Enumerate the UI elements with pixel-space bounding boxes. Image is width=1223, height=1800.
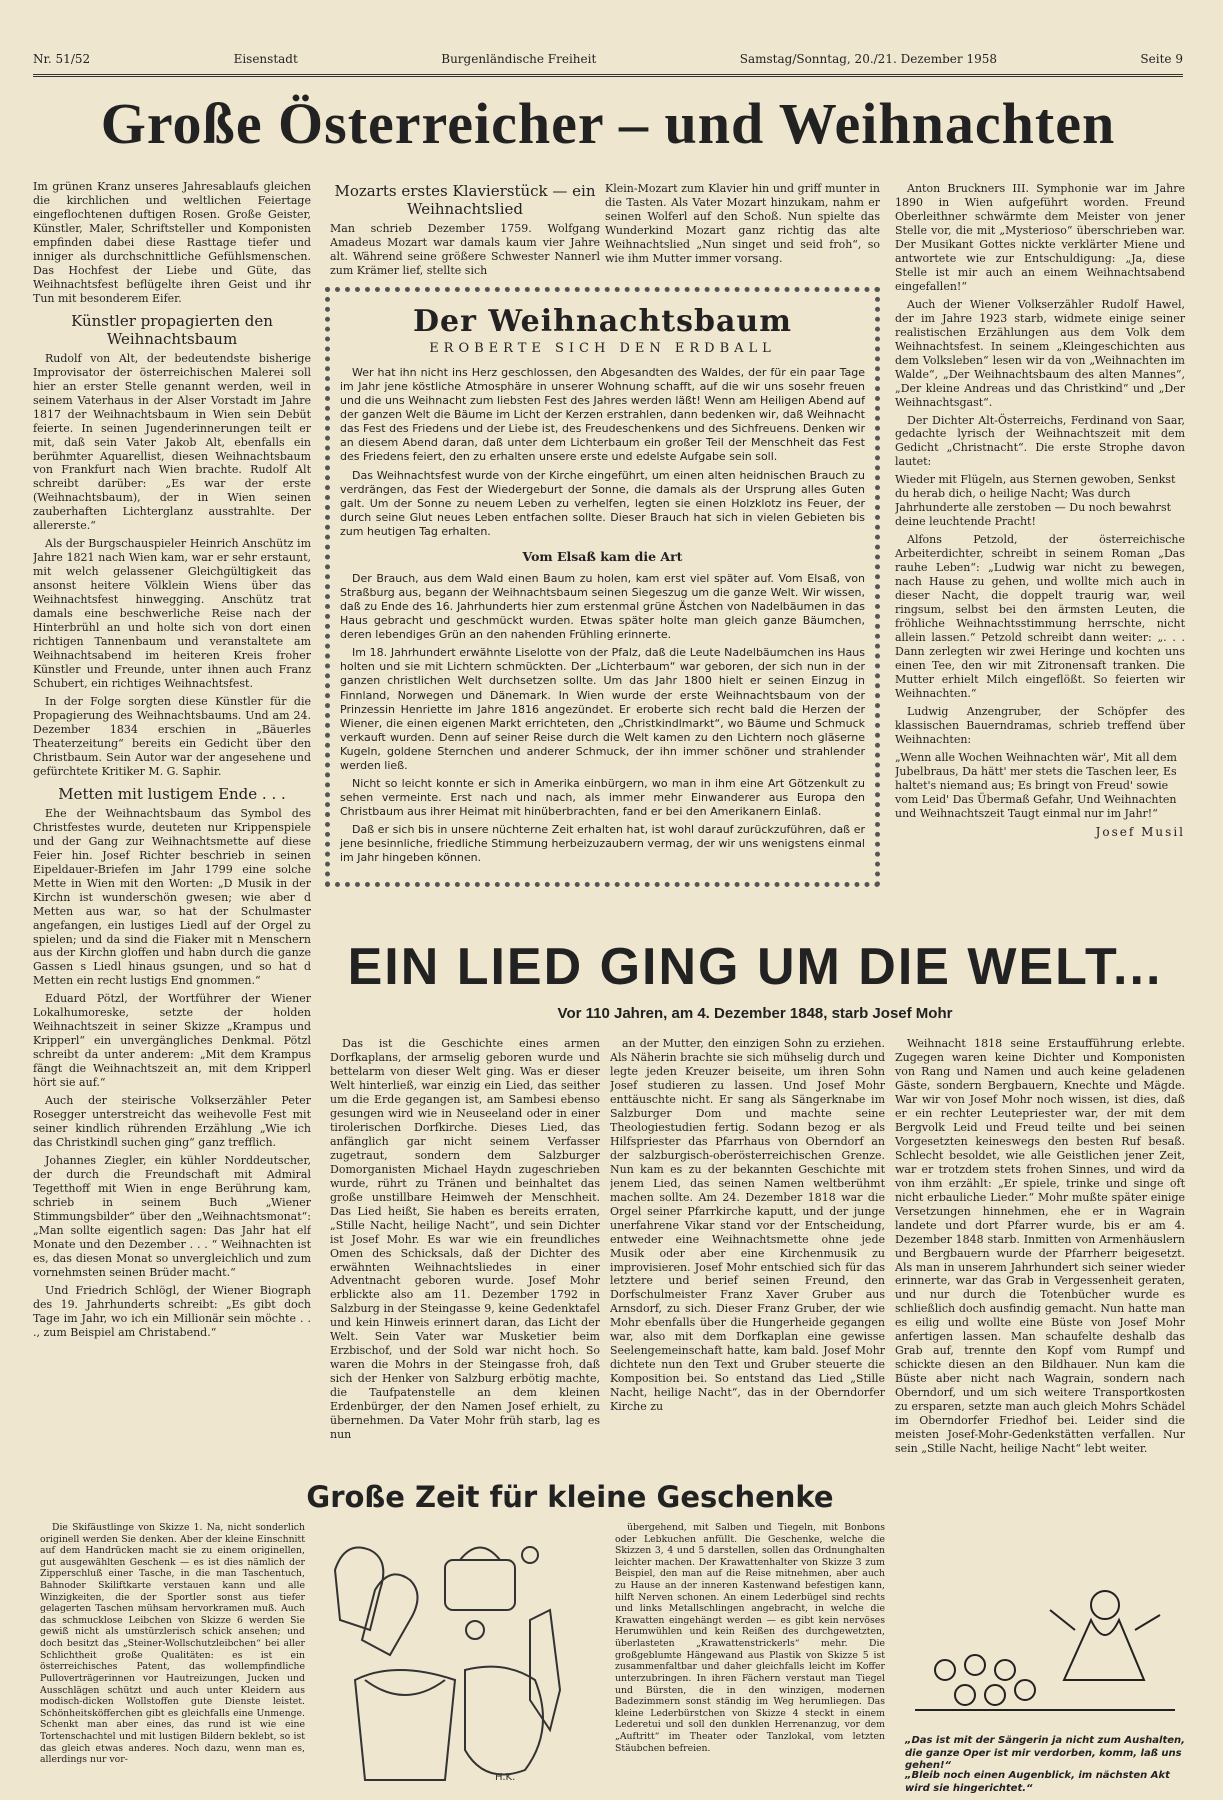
vest-sketch [355,1670,455,1780]
author-signature: Josef Musil [1095,824,1185,839]
column-4 [895,182,1185,912]
paragraph: Im 18. Jahrhundert erwähnte Liselotte von der Pfalz, daß die Leute Nadelbäumchen ins Haus holten und sie mit Lichtern schmückten. Der „Lichterbaum“ war geboren, der sich nun in der ganzen christlichen Welt durchsetzen sollte. Um das Jahr 1800 hielt er seinen Einzug in Finnland, Norwegen und Dänemark. In Wien wurde der erste Weihnachtsbaum von der Prinzessin Henriette im Jahre 1816 angezündet. Er eroberte sich recht bald die Herzen der Wiener, die einen eigenen Markt errichteten, den „Christkindlmarkt“, wo Bäume und Schmuck verkauft wurden. Denn auf seiner Reise durch die Welt kamen zu den Lichtern noch gläserne Kugeln, goldene Sternchen und anderer Schmuck, der ihn immer schöner und strahlender werden ließ. [340,646,865,772]
cosmetic-case-sketch [445,1560,515,1610]
paragraph: Der Dichter Alt-Österreichs, Ferdinand von Saar, gedachte lyrisch der Weihnachtszeit mit dem Gedicht „Christnacht“. Die erste Strophe davon lautet: [895,413,1185,469]
paragraph: Eduard Pötzl, der Wortführer der Wiener Lokalhumoreske, setzte der holden Weihnachtszeit in seiner Skizze „Krampus und Kripperl“ ein unvergängliches Denkmal. Pötzl schreibt da unter anderem: „Mit dem Krampus fängt die Weihnachtszeit an, mit dem Kripperl hört sie auf.“ [33,992,311,1090]
intro-paragraph: Im grünen Kranz unseres Jahresablaufs gleichen die kirchlichen und weltlichen Feiertage eingeflochtenen duftigen Rosen. Große Geister, Künstler, Maler, Schriftsteller und Komponisten empfinden dabei diese Rasttage tiefer und inniger als durchschnittliche Gefühlsmenschen. Das Hochfest der Liebe und Güte, das Weihnachtsfest beflügelte ihren Geist und ihr Tun mit besonderem Eifer. [33,180,311,305]
song-column-2 [610,1037,885,1452]
sketch-signature: H.K. [495,1772,516,1783]
paragraph: Man schrieb Dezember 1759. Wolfgang Amadeus Mozart war damals kaum vier Jahre alt. Während seine größere Schwester Nannerl zum Krämer lief, stellte sich [330,222,600,277]
paragraph: Weihnacht 1818 seine Erstaufführung erlebte. Zugegen waren keine Dichter und Komponisten von Rang und Namen und auch keine geladenen Gäste, sondern Bergbauern, Knechte und Mägde. War wir von Josef Mohr noch wissen, ist dies, daß er ein rechter Leutepriester war, der mit dem Bergvolk Leid und Freud teilte und bei seinen Vorgesetzten keineswegs den besten Ruf besaß. Schlecht besoldet, wie alle Geistlichen jener Zeit, war er trotzdem stets frohen Sinnes, und wird da von ihm erzählt: „Er spiele, trinke und singe oft nicht erbauliche Lieder.“ Mohr mußte später einige Versetzungen hinnehmen, ehe er in Wagrain landete und dort Pfarrer wurde, bis er am 4. Dezember 1848 starb. Inmitten von Armenhäuslern und Bergbauern wurde der Pfarrherr beigesetzt. Als man in unserem Jahrhundert sich seiner wieder erinnerte, war das Grab in Vergessenheit geraten, und nur durch die Totenbücher wurde es schließlich doch ausfindig gemacht. Nun hatte man es eilig und wollte eine Büste von Josef Mohr anfertigen lassen. Man schaufelte deshalb das Grab auf, trennte den Kopf vom Rumpf und schickte diesen an den Bildhauer. Nun kam die Büste aber nicht nach Wagrain, sondern nach Oberndorf, und um sich weitere Transportkosten zu ersparen, setzte man auch gleich Mohrs Schädel im Oberndorfer Friedhof bei. Leider sind die meisten Josef-Mohr-Gedenkstätten verfallen. Nur sein „Stille Nacht, heilige Nacht“ lebt weiter. [895,1037,1185,1456]
mozart-article [330,182,600,282]
paragraph: Rudolf von Alt, der bedeutendste bisherige Improvisator der österreichischen Malerei soll hier an erster Stelle genannt werden, weil in seinem Vaterhaus in der Alser Vorstadt im Jahre 1817 der Weihnachtsbaum in Wien sein Debüt feierte. In seinen Jugenderinnerungen teilt er mit, daß sein Vater Jakob Alt, ebenfalls ein berühmter Aquarellist, diesen Weihnachtsbaum von Frankfurt nach Wien brachte. Rudolf Alt schreibt darüber: „Es war der erste (Weihnachtsbaum), der in Wien seinen zauberhaften Lichterglanz ausstrahlte. Der allererste.“ [33,351,311,533]
tie-holder-sketch [530,1610,560,1730]
paragraph: Und Friedrich Schlögl, der Wiener Biograph des 19. Jahrhunderts schreibt: „Es gibt doch Tage im Jahr, wo ich ein Millionär sein möchte . . ., zum Beispiel am Christabend.“ [33,1283,311,1339]
cartoon-caption-2: „Bleib noch einen Augenblick, im nächsten Akt wird sie hingerichtet.“ [905,1770,1170,1794]
gifts-column-1 [40,1522,305,1792]
issue-date: Samstag/Sonntag, 20./21. Dezember 1958 [739,52,997,66]
song-article-subtitle: Vor 110 Jahren, am 4. Dezember 1848, starb Josef Mohr [557,1005,953,1022]
paragraph: Daß er sich bis in unsere nüchterne Zeit erhalten hat, ist wohl darauf zurückzuführen, daß er jene besinnliche, friedliche Stimmung herbeizuzaubern vermag, der wir uns wenigstens einmal im Jahr hingeben können. [340,823,865,865]
gifts-article-title: Große Zeit für kleine Geschenke [306,1480,834,1514]
paragraph: übergehend, mit Salben und Tiegeln, mit Bonbons oder Lebkuchen anfüllt. Die Geschenke, welche die Skizzen 3, 4 und 5 darstellen, sollen das Ordnunghalten leichter machen. Der Krawattenhalter von Skizze 3 zum Beispiel, den man auf die Reise mitnehmen, aber auch zu Hause an der inneren Kastenwand befestigen kann, hilft Nerven schonen. An einem Lederbügel sind rechts und links Metallschlingen angebracht, in welche die Krawatten eingehängt werden — es gibt kein nervöses Herumwühlen und kein Reißen des durchgewetzten, überlasteten „Krawattenstrickerls“ mehr. Die großgeblumte Hängewand aus Plastik von Skizze 5 ist zusammenfaltbar und daher gleichfalls leicht im Koffer unterzubringen. In ihren Fächern verstaut man Tiegel und Bürsten, die in den winzigen, modernen Badezimmern sonst ständig im Weg herumliegen. Das kleine Lederbürstchen von Skizze 4 steckt in einem Lederetui und soll den dunklen Herrenanzug, vor dem „Auftritt“ im Theater oder Tanzlokal, vom letzten Stäubchen befreien. [615,1522,885,1754]
paragraph: Das ist die Geschichte eines armen Dorfkaplans, der armselig geboren wurde und bettelarm von dieser Welt ging. Was er dieser Welt hinterließ, war einzig ein Lied, das seither um die Erde gegangen ist, am Sambesi ebenso gesungen wird wie in Neuseeland oder in einer tirolerischen Dorfkirche. Dieses Lied, das anfänglich gar nicht seinem Verfasser zugetraut, sondern dem Salzburger Domorganisten Michael Haydn zugeschrieben wurde, rührt zu Tränen und beinhaltet das große unstillbare Heimweh der Menschheit. Das Lied heißt, Sie haben es bereits erraten, „Stille Nacht, heilige Nacht“, und sein Dichter ist Josef Mohr. Es war wie ein freundliches Omen des Schicksals, daß der Dichter des erwähnten Weihnachtsliedes in einer Adventnacht geboren wurde. Josef Mohr erblickte also am 11. Dezember 1792 in Salzburg in der Steingasse 9, keine Gedenktafel und kein Hinweis erinnert daran, das Licht der Welt. Sein Vater war Musketier beim Erzbischof, und der Sold war nicht hoch. So waren die Mohrs in der Steingasse froh, daß sich der Henker von Salzburg erbötig machte, die Taufpatenstelle an dem kleinen Erdenbürger, der den Namen Josef erhielt, zu übernehmen. Da Vater Mohr früh starb, lag es nun [330,1037,600,1442]
paragraph: Ehe der Weihnachtsbaum das Symbol des Christfestes wurde, deuteten nur Krippenspiele und der Gang zur Weihnachtsmette auf diese Feier hin. Josef Richter beschrieb in seinen Eipeldauer-Briefen im Jahr 1799 eine solche Mette in Wien mit den Worten: „D Musik in der Kirchn ist wunderschön gwesen; wie aber d Metten aus war, so hat der Schulmaster angefangen, ein lustiges Liedl auf der Orgel zu spielen; und da sind die Fiaker mit n Menschern aus der Kirchn gloffen und habn durch die ganze Gassen s Liedl hinaus gsungen, und so hat d Metten ein recht lustigs End gnommen.“ [33,806,311,988]
gifts-column-2 [615,1522,885,1792]
paragraph: Ludwig Anzengruber, der Schöpfer des klassischen Bauerndramas, schrieb treffend über Weihnachten: [895,704,1185,746]
mozart-title: Mozarts erstes Klavierstück — ein Weihnachtslied [334,182,596,218]
paragraph: Wer hat ihn nicht ins Herz geschlossen, den Abgesandten des Waldes, der für ein paar Tage im Jahr jene köstliche Atmosphäre in unserer Wohnung schafft, auf die wir uns sosehr freuen und die uns Weihnacht zum liebsten Fest des Jahres werden läßt! Wenn am Heiligen Abend auf der ganzen Welt die Bäume im Licht der Kerzen erstrahlen, dann bedenken wir, daß Weihnacht das Fest des Friedens und der Liebe ist, des Freudeschenkens und des Sichfreuens. Denken wir an diesem Abend daran, daß unter dem Lichterbaum ein großer Teil der Menschheit das Fest des Friedens feiert, den zu erhalten unsere erste und edelste Aufgabe sein soll. [340,366,865,464]
page-number: Seite 9 [1140,52,1183,66]
article-subtitle: EROBERTE SICH DEN ERDBALL [429,341,776,356]
poem: „Wenn alle Wochen Weihnachten wär', Mit all dem Jubelbraus, Da hätt' mer stets die Taschen leer, Es haltet's niemand aus; Es bringt von Freud' sowie vom Leid' Das Übermaß Gefahr, Und Weihnachten und Weihnachtszeit Taugt einmal nur im Jahr!“ [895,750,1177,820]
paragraph: Klein-Mozart zum Klavier hin und griff munter in die Tasten. Als Vater Mozart hinzukam, nahm er seinen Wolferl auf den Schoß. Nun spielte das Wunderkind Mozart ganz richtig das alte Weihnachtslied „Nun singet und seid froh“, so wie ihm Mutter immer vorsang. [605,182,880,265]
paragraph: an der Mutter, den einzigen Sohn zu erziehen. Als Näherin brachte sie sich mühselig durch und legte jeden Kreuzer beiseite, um ihren Sohn Josef studieren zu lassen. Und Josef Mohr enttäuschte nicht. Er sang als Sängerknabe im Salzburger Dom und machte seine Theologiestudien fertig. Sodann bezog er als Hilfspriester das Pfarrhaus von Oberndorf an der salzburgisch-oberösterreichischen Grenze. Nun kam es zu der bekannten Geschichte mit jenem Lied, das seinen Namen weltberühmt machen sollte. Am 24. Dezember 1818 war die Orgel seiner Pfarrkirche kaputt, und der junge unerfahrene Vikar stand vor der Entscheidung, entweder eine Weihnachtsmette ohne jede Musik oder aber eine Kirchenmusik zu improvisieren. Josef Mohr entschied sich für das letztere und berief seinen Freund, den Dorfschulmeister Franz Xaver Gruber aus Arnsdorf, zu sich. Dieser Franz Gruber, der wie Mohr ebenfalls über die Hungerheide gegangen war, also mit dem Dorfkaplan eine gewisse Seelengemeinschaft hatte, kam bald. Josef Mohr dichtete nun den Text und Gruber steuerte die Komposition bei. So entstand das Lied „Stille Nacht, heilige Nacht“, das in der Oberndorfer Kirche zu [610,1037,885,1414]
paragraph: In der Folge sorgten diese Künstler für die Propagierung des Weihnachtsbaums. Und am 24. Dezember 1834 erschien in „Bäuerles Theaterzeitung“ bereits ein Gedicht über den Christbaum. Sein Autor war der angesehene und gefürchtete Kritiker M. G. Saphir. [33,694,311,778]
paragraph: Das Weihnachtsfest wurde von der Kirche eingeführt, um einen alten heidnischen Brauch zu verdrängen, das Fest der Wiedergeburt der Sonne, die damals als der Ursprung alles Guten galt. Um der Sonne zu neuem Leben zu verhelfen, legten sie einen Holzklotz ins Feuer, der durch seine Glut neues Leben entfachen sollte. Dieser Brauch hat sich in vielen Gebieten bis zum heutigen Tag erhalten. [340,468,865,538]
place: Eisenstadt [233,52,298,66]
issue-number: Nr. 51/52 [33,52,91,66]
paragraph: Der Brauch, aus dem Wald einen Baum zu holen, kam erst viel später auf. Vom Elsaß, von Straßburg aus, begann der Weihnachtsbaum seinen Siegeszug um die ganze Welt. Wir wissen, daß zu Ende des 16. Jahrhunderts hier zum erstenmal grüne Ästchen von Nadelbäumen in das Haus gebracht und geschmückt wurden. Etwas später holte man gleich ganze Bäumchen, deren lebendiges Grün an den nahenden Frühling erinnerte. [340,571,865,642]
gift-sketches-illustration [315,1530,605,1790]
headline: Große Österreicher – und Weihnachten [100,91,1116,156]
paragraph: Die Skifäustlinge von Skizze 1. Na, nicht sonderlich originell werden Sie denken. Aber der kleine Einschnitt auf dem Handrücken macht sie zu einem originellen, gut ausgewählten Geschenk — es ist dies nämlich der Zipperschluß einer Tasche, in die man Taschentuch, Bahnoder Skiliftkarte verstauen kann und alle Winzigkeiten, die der Sportler sonst aus tiefer gelagerten Taschen mühsam hervorkramen muß. Auch das schmucklose Leibchen von Skizze 6 werden Sie gewiß nicht als umstürzlerisch schick ansehen; und doch besitzt das „Steiner-Wollschutzleibchen“ bei aller Schlichtheit große Qualitäten: es ist ein österreichisches Patent, das wollempfindliche Pulloverträgerinnen vor Hautreizungen, Jucken und Ausschlägen schützt und auch unter Kleidern aus modisch-dicken Wollstoffen gute Dienste leistet. Schönheitsköfferchen gibt es gleichfalls eine Unmenge. Schenkt man aber eines, das rund ist wie eine Tortenschachtel und mit lustigen Bildern beklebt, so ist das gleich etwas anderes. Noch dazu, wenn man es, allerdings nur vor- [40,1522,305,1766]
subheading: Künstler propagierten den Weihnachtsbaum [71,311,273,348]
article-title: Der Weihnachtsbaum [413,304,792,339]
subheading: Vom Elsaß kam die Art [522,548,683,564]
song-column-1 [330,1037,600,1452]
opera-cartoon [905,1570,1185,1720]
poem: Wieder mit Flügeln, aus Sternen gewoben, Senkst du herab dich, o heilige Nacht; Was durch Jahrhunderte alle zerstoben — Du noch bewahrst deine leuchtende Pracht! [895,473,1176,529]
mitten-sketch [362,1574,418,1655]
paragraph: Als der Burgschauspieler Heinrich Anschütz im Jahre 1821 nach Wien kam, war er sehr erstaunt, mit welch gelassener Gleichgültigkeit das ansonst heitere Völklein Wiens über das Weihnachtsfest hinwegging. Anschütz trat damals eine beschwerliche Reise nach der Hinterbrühl an und holte sich von dort einen richtigen Tannenbaum und veranstaltete am Weihnachtsabend im heiteren Kreis froher Künstler und Freunde, unter ihnen auch Franz Schubert, ein richtiges Weihnachtsfest. [33,537,311,690]
paragraph: Anton Bruckners III. Symphonie war im Jahre 1890 in Wien aufgeführt worden. Freund Oberleithner schwärmte dem Meister von jener Stelle vor, die mit „Mysterioso“ überschrieben war. Der Musikant Gottes nickte verklärter Miene und antwortete wie zur Entschuldigung: „Ja, diese Stelle ist mir auch an einem Weihnachtsabend eingefallen!“ [895,182,1185,293]
mozart-article-cont [605,182,880,282]
paragraph: Auch der steirische Volkserzähler Peter Rosegger unterstreicht das weihevolle Fest mit seiner kindlich rührenden Erzählung „Wie ich das Christkindl suchen ging“ ganz trefflich. [33,1094,311,1150]
page-header [33,52,1183,77]
newspaper-name: Burgenländische Freiheit [441,52,597,66]
paragraph: Johannes Ziegler, ein kühler Norddeutscher, der durch die Freundschaft mit Admiral Tegetthoff mit Wien in enge Berührung kam, schrieb in seinem Buch „Wiener Stimmungsbilder“ über den „Weihnachtsmonat“: „Man sollte eigentlich sagen: Das Jahr hat elf Monate und den Dezember . . . “ Weihnachten ist es, das diesen Monat so unvergleichlich und zum vornehmsten seinen Brüder macht.“ [33,1154,311,1279]
paragraph: Auch der Wiener Volkserzähler Rudolf Hawel, der im Jahre 1923 starb, widmete einige seiner realistischen Erzählungen aus dem Volk dem Weihnachtsfest. In seinem „Kleingeschichten aus dem Volksleben“ lesen wir da von „Weihnachten im Walde“, „Der Weihnachtsbaum des alten Mannes“, „Der kleine Andreas und das Christkind“ und „Der Weihnachtsgast“. [895,297,1185,409]
christmas-tree-article [325,287,880,887]
column-1 [33,180,311,1455]
paragraph: Alfons Petzold, der österreichische Arbeiterdichter, schreibt in seinem Roman „Das rauhe Leben“: „Ludwig war nicht zu bewegen, nach Hause zu gehen, und wollte mich auch in dieser Nacht, die doppelt traurig war, weil ringsum, selbst bei den ärmsten Leuten, die fröhliche Weihnachtsstimmung herrschte, nicht allein lassen.“ Petzold schreibt dann weiter: „. . . Dann zerlegten wir zwei Heringe und kochten uns einen Tee, den wir mit Zitronensaft tranken. Die Mutter erhielt Milch eingeflößt. So feierten wir Weihnachten.“ [895,533,1185,700]
paragraph: Nicht so leicht konnte er sich in Amerika einbürgern, wo man in ihm eine Art Götzenkult zu sehen vermeinte. Erst nach und nach, als immer mehr Einwanderer aus Europa den Christbaum aus ihrer Heimat mit hinüberbrachten, fand er bei den Amerikanern Einlaß. [340,777,865,819]
cartoon-caption-1: „Das ist mit der Sängerin ja nicht zum Aushalten, die ganze Oper ist mir verdorben, komm, laß uns gehen!“ [905,1735,1185,1771]
subheading: Metten mit lustigem Ende . . . [58,784,286,803]
song-article-title: EIN LIED GING UM DIE WELT... [347,938,1163,996]
